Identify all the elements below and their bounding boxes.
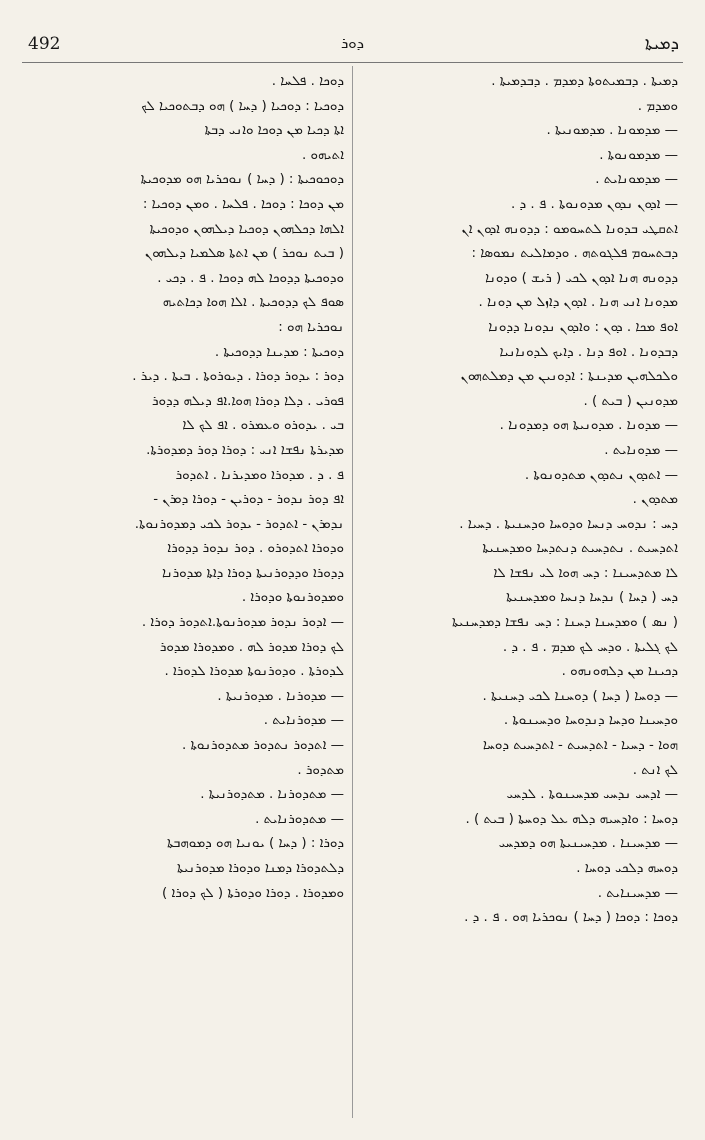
text-line: — ܡܕܚܝܢܐܝܬ .: [597, 885, 678, 901]
text-line: — ܐܬܕܘܪ ܢܬܕܘܪ ܡܬܕܘܪܢܘܬܐ .: [181, 738, 344, 754]
text-line: ܕܚ ( ܕܚܐ ) ܢܕܚܐ ܕܢܚܐ ܘܡܕܚܢܝܬܐ: [506, 590, 678, 606]
text-line: ܕܒܕܘܢܐ . ܐܘܦ ܕܢܐ . ܕܐܝܟ ܠܕܘܢܐܢܝܐ: [499, 344, 678, 360]
text-line: — ܐܕܚܝ ܢܕܚܝ ܡܕܚܝܢܘܬܐ . ܠܕܚܝ: [506, 787, 678, 803]
text-line: ܐܬܝܗܘ .: [301, 147, 344, 163]
text-line: ܡܕܝܪܬܐ ܢܦܫܐ ܐܢܝ : ܕܘܪܐ ܕܘܪ ܕܡܕܘܪܬܐ.: [146, 442, 344, 458]
text-line: ܐܬܩܛܝ ܒܕܘܢܐ ܠܬܚܘܡܘ : ܕܕܘܢܗ ܐܕܘܢ ܐܢ: [461, 221, 678, 237]
text-line: ܢܕܘܪܢ - ܐܬܕܘܪ - ܝܕܘܪ ܠܟܝ ܕܡܕܘܪܢܘܬܐ.: [134, 516, 344, 532]
text-line: ܕܘܚܐ : ܘܐܕܚܝܗ ܕܠܗ ܥܠ ܕܘܚܬܐ ( ܒܝܬ ) .: [465, 811, 678, 827]
text-line: ܘܕܘܟܝܬܐ ܕܕܘܟܐ ܠܗ ܕܘܟܐ . ܦ . ܕܟܝ .: [157, 270, 344, 286]
text-line: — ܡܕܡܘܢܘܬܐ .: [599, 147, 678, 163]
text-line: ܣܘܦ ܠܟ ܕܕܘܟܝܬܐ . ܐܠܐ ܗܘܐ ܕܟܐܬܝܗ: [162, 295, 344, 311]
text-line: ܘܕܘܪܐ ܐܬܕܘܪܘ . ܕܘܪ ܢܕܘܪ ܕܕܘܪܐ: [167, 541, 344, 557]
text-line: ( ܢܣ ) ܘܡܕܚܢܐ ܕܚܢܐ : ܕܚ ܢܦܫܐ ܕܡܕܚܢܝܬܐ: [451, 615, 678, 631]
text-line: — ܡܕܘܢܐܝܬ .: [604, 442, 678, 458]
text-line: — ܡܕܘܢܐ . ܡܕܘܢܝܬܐ ܗܘ ܕܡܕܘܢܐ .: [499, 418, 678, 434]
text-line: ܕܟܝܢܐ ܡܢ ܕܠܗܘܢܗܘ .: [561, 664, 678, 680]
text-line: ܕܘܚܗ ܕܠܟܝ ܕܘܚܐ .: [576, 861, 678, 876]
text-line: ܠܟ ܓܠܝܬܐ . ܘܕܚ ܠܟ ܡܕܡ . ܦ . ܕ .: [502, 639, 678, 655]
text-line: ܡܢ ܕܘܟܐ : ܕܘܟܐ . ܦܠܚܐ . ܘܡܢ ܕܘܟܝܐ :: [142, 196, 344, 212]
text-line: ܡܬܕܘܪ .: [297, 762, 344, 778]
left-column: [28, 70, 344, 1120]
text-line: ܕܚ : ܢܕܘܚ ܕܢܚܐ ܘܕܘܚܐ ܘܕܚܢܝܬܐ . ܕܚܝܐ .: [459, 516, 678, 532]
text-line: ܕܡܝܬܐ . ܕܒܡܝܬܘܬܐ ܕܡܕܡ . ܕܒܕܡܝܬܐ .: [491, 74, 678, 89]
text-line: ܘܕܚܝܢܐ ܘܕܚܐ ܕܢܕܘܚܐ ܘܕܚܝܢܘܬܐ .: [503, 713, 678, 729]
text-line: — ܐܕܘܢ ܢܕܘܢ ܡܕܘܢܘܬܐ . ܦ . ܕ .: [511, 196, 678, 212]
column-divider: [352, 66, 353, 1118]
page-number: 492: [28, 34, 61, 54]
text-line: ܐܠܗܐ ܕܟܠܗܘܢ ܕܘܟܝܐ ܕܝܠܗܘܢ ܘܕܘܟܝܬܐ: [149, 221, 344, 237]
text-line: ܐܬܕܚܝܬ . ܢܬܕܚܝܬ ܕܢܬܕܚܐ ܘܡܕܚܢܝܬܐ: [482, 541, 678, 557]
right-column: [362, 70, 678, 1120]
page-header: [22, 30, 683, 60]
text-line: ܕܠܬܕܘܪܐ ܕܡܢܐ ܘܕܘܪܐ ܡܕܘܪܢܝܬܐ: [176, 861, 344, 876]
text-line: — ܐܬܕܘܢ ܢܬܕܘܢ ܡܬܕܘܢܘܬܐ .: [524, 467, 678, 483]
text-line: ܦ . ܕ . ܡܕܘܪܐ ܘܡܕܝܪܢܐ . ܐܬܕܘܪ: [175, 467, 344, 483]
text-line: ܘܡܕܘܪܐ . ܕܘܪܐ ܘܕܘܪܬܐ ( ܠܟ ܕܘܪܐ ): [162, 885, 344, 901]
text-line: ܘܡܕܡ .: [637, 98, 678, 114]
running-head-right: ܕܡܝܬܐ: [644, 34, 679, 54]
text-line: ( ܒܝܬ ܢܘܟܪ ) ܡܢ ܐܬܬܐ ܣܠܡܝܐ ܕܝܠܗܘܢ: [144, 246, 344, 262]
text-line: — ܐܕܘܪ ܢܕܘܪ ܡܕܘܪܢܘܬܐ.ܐܬܕܘܪ ܕܘܪܐ .: [141, 615, 344, 631]
text-line: ܘܠܟܠܗܝܢ ܡܕܝܢܬܐ : ܐܕܘܢܝܢ ܡܢ ܕܡܠܬܗܘܢ: [460, 369, 678, 385]
text-line: ܐܦ ܕܘܪ ܢܕܘܪ - ܕܘܪܝܢ - ܕܘܪܐ ܕܘܪܢ -: [153, 492, 344, 508]
text-line: ܠܟ ܐܢܬ .: [632, 762, 678, 778]
text-line: ܐܬܐ ܕܟܝܐ ܡܢ ܕܘܟܐ ܘܐܢܝ ܕܒܬܐ: [204, 123, 344, 139]
text-line: ܠܕܘܪܬܐ . ܘܕܘܪܢܘܬܐ ܡܕܘܪܐ ܠܕܘܪܐ .: [164, 664, 344, 680]
text-line: ܕܘܪܐ : ( ܕܚܐ ) ܝܘܢܝܐ ܗܘ ܕܡܘܗܒܬܐ: [167, 836, 344, 852]
text-line: ܠܐ ܡܬܕܚܝܢܐ : ܕܚ ܗܘܐ ܠܝ ܢܦܫܐ ܠܐ: [493, 565, 678, 581]
text-line: ܕܘܟܐ . ܦܠܚܐ .: [271, 74, 344, 89]
text-line: ܕܘܪ : ܝܕܘܪ ܕܘܪܐ . ܕܝܘܪܘܬܐ . ܒܝܬܐ . ܕܝܪ .: [132, 369, 344, 385]
text-line: ܐܘܦ ܡܟܐ . ܕܘܢ : ܘܐܕܘܢ ܢܕܘܢܐ ܕܕܘܢܐ: [488, 319, 678, 335]
text-line: — ܡܕܡܘܢܐܝܬ .: [595, 172, 678, 188]
text-line: — ܡܕܡܘܢܐ . ܡܕܡܘܢܝܬܐ .: [546, 123, 678, 139]
text-line: ܕܘܟܘܟܝܬܐ : ( ܕܚܐ ) ܢܘܟܪܝܐ ܗܘ ܡܕܘܟܝܬܐ: [140, 172, 344, 188]
text-line: — ܡܕܘܪܢܐܝܬ .: [263, 713, 344, 729]
header-rule: [22, 62, 683, 63]
text-line: — ܕܘܚܐ ( ܕܚܐ ) ܕܘܚܢܐ ܠܟܝ ܕܚܢܝܬܐ .: [482, 688, 678, 704]
text-line: ܕܘܟܝܐ : ܕܘܟܝܐ ( ܕܚܐ ) ܗܘ ܕܒܬܘܟܝܐ ܠܟ: [141, 98, 344, 114]
text-line: ܕܘܟܐ : ܕܘܟܐ ( ܕܚܐ ) ܢܘܟܪܝܐ ܗܘ . ܦ . ܕ .: [464, 910, 678, 926]
text-line: ܕܕܘܢܗ ܗܢܐ ܐܕܘܢ ܠܟܝ ( ܪܝܫ ) ܘܕܘܢܐ: [485, 270, 678, 286]
text-line: ܢܘܟܪܝܐ ܗܘ :: [278, 319, 344, 335]
text-line: ܕܕܘܪܐ ܘܕܕܘܪܢܝܬܐ ܕܘܪܐ ܕܐܬܐ ܡܕܘܪܢܐ: [161, 565, 344, 581]
text-line: ܒܝ . ܝܕܘܪܘ ܘܥܡܪܘ . ܐܦ ܠܟ ܠܐ: [182, 418, 344, 434]
text-line: ܗܘܐ - ܕܚܝܐ - ܐܬܕܚܝܬ - ܐܬܕܚܝܬ ܕܘܚܐ: [482, 738, 678, 754]
text-line: ܡܬܕܘܢ .: [632, 492, 678, 508]
text-line: ܡܕܘܢܐ ܐܢܝ ܗܢܐ . ܐܕܘܢ ܕܐܙܠ ܡܢ ܕܘܢܐ .: [478, 295, 678, 311]
text-line: — ܡܕܚܝܢܐ . ܡܕܚܝܢܝܬܐ ܗܘ ܕܡܕܚܝ: [498, 836, 678, 852]
text-line: — ܡܕܘܪܢܐ . ܡܕܘܪܢܝܬܐ .: [217, 688, 344, 704]
text-line: ܠܟ ܕܘܪܐ ܡܕܘܪ ܠܗ . ܘܡܕܘܪܐ ܡܕܘܪ: [159, 639, 344, 655]
text-line: ܕܘܟܝܬܐ : ܡܕܝܢܐ ܕܕܘܟܝܬܐ .: [214, 344, 344, 360]
text-line: ܦܘܪܝ . ܕܠܐ ܕܘܪܐ ܗܘܐ.ܐܦ ܕܝܠܗ ܕܕܘܪ: [152, 393, 344, 409]
running-head-center: ܕܘܪ: [340, 34, 365, 52]
text-line: ܕܒܬܚܘܡ ܦܠܓܘܬܗ . ܘܕܡܐܠܝܬ ܢܡܘܣܐ :: [471, 246, 678, 262]
text-line: ܘܡܕܘܪܢܘܬܐ ܘܕܘܪܐ .: [241, 590, 344, 606]
text-line: — ܡܬܕܘܪܢܐܝܬ .: [255, 811, 344, 827]
text-line: — ܡܬܕܘܪܢܐ . ܡܬܕܘܪܢܝܬܐ .: [200, 787, 344, 803]
text-line: ܡܕܘܢܝܢ ( ܒܝܬ ) .: [583, 393, 678, 409]
